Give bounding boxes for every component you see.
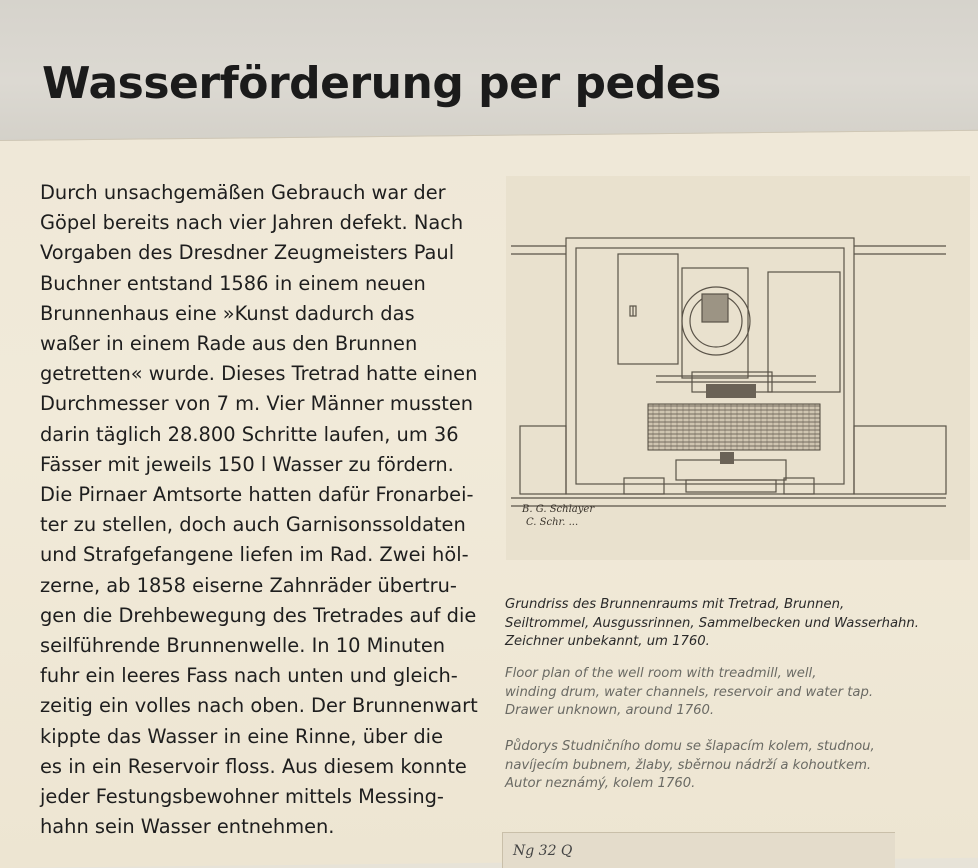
header-band — [0, 0, 978, 148]
body-text-line: zeitig ein volles nach oben. Der Brunnenwart — [40, 694, 478, 718]
caption-line: Autor neznámý, kolem 1760. — [505, 776, 696, 792]
caption-line: Grundriss des Brunnenraums mit Tretrad, Brunnen, — [505, 597, 845, 612]
page-title: Wasserförderung per pedes — [42, 58, 721, 109]
body-text — [40, 178, 490, 842]
floor-plan-drawing — [506, 176, 970, 560]
caption-line: Drawer unknown, around 1760. — [505, 703, 715, 719]
body-text-line: jeder Festungsbewohner mittels Messing- — [40, 785, 444, 809]
body-text-line: Fässer mit jeweils 150 l Wasser zu fördern. — [40, 452, 454, 476]
body-text-line: Die Pirnaer Amtsorte hatten dafür Fronarbei- — [40, 483, 474, 507]
body-text-line: ter zu stellen, doch auch Garnisonssoldaten — [40, 513, 466, 537]
svg-text:C. Schr. ...: C. Schr. ... — [526, 517, 579, 528]
body-text-line: Durch unsachgemäßen Gebrauch war der — [40, 181, 446, 204]
floor-plan-image — [506, 176, 970, 560]
body-text-line: seilführende Brunnenwelle. In 10 Minuten — [40, 634, 446, 658]
caption-line: navíjecím bubnem, žlaby, sběrnou nádrží a kohoutkem. — [505, 757, 872, 773]
caption-line: Zeichner unbekannt, um 1760. — [505, 634, 710, 650]
body-text-line: kippte das Wasser in eine Rinne, über die — [40, 724, 443, 748]
caption-czech — [505, 738, 945, 794]
body-text-line: Göpel bereits nach vier Jahren defekt. Nach — [40, 211, 464, 235]
body-text-line: waßer in einem Rade aus den Brunnen — [40, 332, 418, 356]
body-text-line: Buchner entstand 1586 in einem neuen — [40, 271, 426, 295]
caption-line: winding drum, water channels, reservoir and water tap. — [505, 684, 874, 700]
body-text-line: gen die Drehbewegung des Tretrades auf die — [40, 603, 477, 627]
body-text-line: Brunnenhaus eine »Kunst dadurch das — [40, 301, 415, 325]
body-text-line: zerne, ab 1858 eiserne Zahnräder übertru- — [40, 573, 457, 597]
caption-english — [505, 665, 945, 721]
thumbnail-label: Ng 32 Q — [513, 843, 573, 859]
body-text-line: Vorgaben des Dresdner Zeugmeisters Paul — [40, 241, 455, 265]
svg-text:B. G. Schlayer: B. G. Schlayer — [522, 504, 595, 515]
next-plan-thumbnail — [502, 832, 895, 868]
body-text-line: fuhr ein leeres Fass nach unten und gleich- — [40, 664, 458, 688]
body-text-line: hahn sein Wasser entnehmen. — [40, 815, 335, 839]
body-text-line: und Strafgefangene liefen im Rad. Zwei höl- — [40, 543, 469, 567]
body-text-line: getretten« wurde. Dieses Tretrad hatte einen — [40, 362, 478, 386]
caption-line: Seiltrommel, Ausgussrinnen, Sammelbecken und Wasserhahn. — [505, 615, 919, 631]
caption-line: Floor plan of the well room with treadmill, well, — [505, 666, 817, 681]
caption-german — [505, 596, 945, 652]
caption-line: Půdorys Studničního domu se šlapacím kolem, studnou, — [505, 739, 875, 754]
body-text-line: es in ein Reservoir floss. Aus diesem konnte — [40, 754, 467, 778]
body-text-line: Durchmesser von 7 m. Vier Männer mussten — [40, 392, 474, 416]
body-text-line: darin täglich 28.800 Schritte laufen, um 36 — [40, 422, 459, 446]
